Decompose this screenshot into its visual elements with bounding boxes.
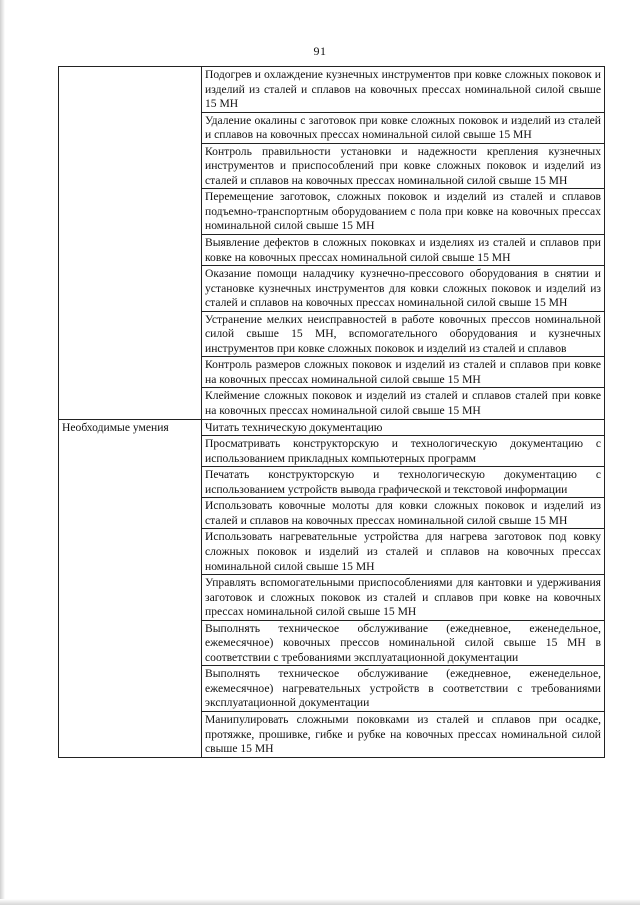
empty-label-cell [59, 67, 202, 420]
table-cell-skill: Просматривать конструкторскую и технологическую документацию с использованием прикладных компьютерных программ [202, 436, 605, 467]
table-cell-action: Контроль размеров сложных поковок и изделий из сталей и сплавов при ковке на ковочных прессах номинальной силой свыше 15 МН [202, 357, 605, 388]
table-cell-action: Устранение мелких неисправностей в работе ковочных прессов номинальной силой свыше 15 МН, вспомогательного оборудования и кузнечных инструментов при ковке сложных поковок и изделий из сталей и сплавов [202, 311, 605, 357]
table-cell-action: Перемещение заготовок, сложных поковок и изделий из сталей и сплавов подъемно-транспортным оборудованием с пола при ковке на ковочных прессах номинальной силой свыше 15 МН [202, 189, 605, 235]
table-cell-action: Удаление окалины с заготовок при ковке сложных поковок и изделий из сталей и сплавов на ковочных прессах номинальной силой свыше 15 МН [202, 112, 605, 143]
scan-edge-bottom [0, 899, 640, 905]
table-cell-skill: Выполнять техническое обслуживание (ежедневное, еженедельное, ежемесячное) ковочных прессов номинальной силой свыше 15 МН в соответствии с требованиями эксплуатационной документации [202, 620, 605, 666]
table-cell-skill: Использовать нагревательные устройства для нагрева заготовок под ковку сложных поковок и изделий из сталей и сплавов на ковочных прессах номинальной силой свыше 15 МН [202, 529, 605, 575]
table-row [59, 419, 605, 436]
table-cell-action: Подогрев и охлаждение кузнечных инструментов при ковке сложных поковок и изделий из сталей и сплавов на ковочных прессах номинальной силой свыше 15 МН [202, 67, 605, 113]
table-cell-skill: Читать техническую документацию [202, 419, 605, 436]
requirements-table [58, 66, 605, 758]
table-cell-skill: Выполнять техническое обслуживание (ежедневное, еженедельное, ежемесячное) нагревательных устройств в соответствии с требованиями эксплуатационной документации [202, 666, 605, 712]
table-cell-skill: Манипулировать сложными поковками из сталей и сплавов при осадке, протяжке, прошивке, гибке и рубке на ковочных прессах номинальной силой свыше 15 МН [202, 711, 605, 757]
page-number: 91 [313, 44, 327, 58]
table-cell-action: Оказание помощи наладчику кузнечно-прессового оборудования в снятии и установке кузнечных инструментов для ковки сложных поковок и изделий из сталей и сплавов на ковочных прессах номинальной силой свыше 15 МН [202, 266, 605, 312]
scan-edge-left [0, 0, 5, 905]
table-cell-action: Контроль правильности установки и надежности крепления кузнечных инструментов и приспособлений при ковке сложных поковок и изделий из сталей и сплавов на ковочных прессах номинальной силой свыше 15 МН [202, 143, 605, 189]
skills-label-cell: Необходимые умения [59, 419, 202, 757]
table-cell-skill: Печатать конструкторскую и технологическую документацию с использованием устройств вывода графической и текстовой информации [202, 467, 605, 498]
table-cell-action: Клеймение сложных поковок и изделий из сталей и сплавов сталей при ковке на ковочных прессах номинальной силой свыше 15 МН [202, 388, 605, 419]
table-cell-skill: Управлять вспомогательными приспособлениями для кантовки и удерживания заготовок и сложных поковок из сталей и сплавов при ковке на ковочных прессах номинальной силой свыше 15 МН [202, 575, 605, 621]
table-cell-skill: Использовать ковочные молоты для ковки сложных поковок и изделий из сталей и сплавов на ковочных прессах номинальной силой свыше 15 МН [202, 498, 605, 529]
table-row [59, 67, 605, 113]
table-cell-action: Выявление дефектов в сложных поковках и изделиях из сталей и сплавов при ковке на ковочных прессах номинальной силой свыше 15 МН [202, 235, 605, 266]
